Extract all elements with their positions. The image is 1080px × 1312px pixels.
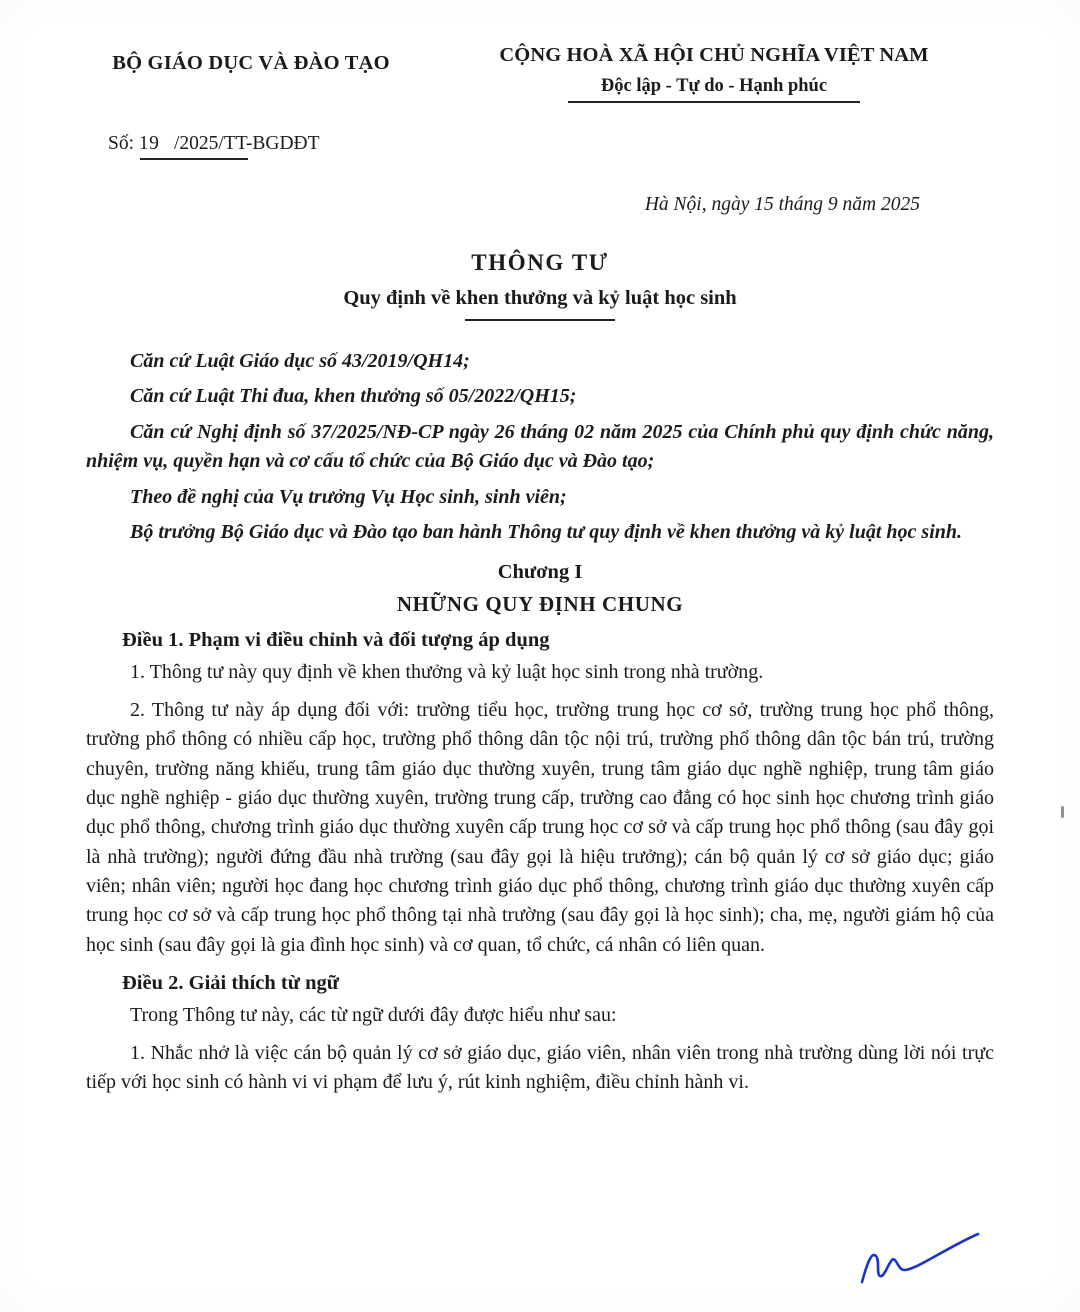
document-type: THÔNG TƯ [471,250,609,275]
article-2-heading: Điều 2. Giải thích từ ngữ [122,972,340,995]
preamble-line: Căn cứ Luật Giáo dục số 43/2019/QH14; [130,350,470,372]
chapter-title: NHỮNG QUY ĐỊNH CHUNG [396,592,684,617]
article-1-paragraph-1: 1. Thông tư này quy định về khen thưởng và kỷ luật học sinh trong nhà trường. [130,661,764,684]
preamble-line: Căn cứ Luật Thi đua, khen thưởng số 05/2022/QH15; [130,385,577,408]
title-block [86,250,994,321]
article-2-paragraph-1: Trong Thông tư này, các từ ngữ dưới đây được hiểu như sau: [130,1004,617,1027]
document-number-value: 19 [138,133,160,154]
header-left-column [86,44,416,75]
preamble-line: Bộ trưởng Bộ Giáo dục và Đào tạo ban hành Thông tư quy định về khen thưởng và kỷ luật học sinh. [130,520,963,543]
document-title: Quy định về khen thưởng và kỷ luật học sinh [343,287,737,309]
document-body [86,347,994,1097]
place-and-date: Hà Nội, ngày 15 tháng 9 năm 2025 [644,194,920,215]
page-edge-mark [1061,806,1064,818]
document-header [86,44,994,103]
nation-motto: Độc lập - Tự do - Hạnh phúc [600,76,828,96]
document-number-suffix: /2025/TT-BGDĐT [174,133,320,154]
nation-name: CỘNG HOÀ XÃ HỘI CHỦ NGHĨA VIỆT NAM [499,44,929,66]
chapter-label: Chương I [497,561,583,584]
document-number-label: Số: [108,133,135,154]
preamble-line: Căn cứ Nghị định số 37/2025/NĐ-CP ngày 26 tháng 02 năm 2025 của Chính phủ quy định chức năng, nhiệm vụ, quyền hạn và cơ cấu tổ chức của Bộ Giáo dục và Đào tạo; [86,420,994,473]
preamble-line: Theo đề nghị của Vụ trưởng Vụ Học sinh, sinh viên; [130,485,567,508]
motto-underline [568,101,860,103]
header-right-column [434,44,994,103]
preamble-block [86,347,994,547]
place-date-row [86,160,994,216]
title-underline [465,319,615,321]
ministry-name: BỘ GIÁO DỤC VÀ ĐÀO TẠO [112,52,390,74]
article-1-paragraph-2: 2. Thông tư này áp dụng đối với: trường tiểu học, trường trung học cơ sở, trường trung học phổ thông, trường phổ thông có nhiều cấp học, trường phổ thông dân tộc nội trú, trường phổ thông dân tộc bán trú, trường chuyên, trường năng khiếu, trung tâm giáo dục thường xuyên, trung tâm giáo dục nghề nghiệp, trung tâm giáo dục nghề nghiệp - giáo dục thường xuyên, trường trung cấp, trường cao đẳng có học sinh học chương trình giáo dục phổ thông, chương trình giáo dục thường xuyên cấp trung học cơ sở và cấp trung học phổ thông (sau đây gọi là nhà trường); người đứng đầu nhà trường (sau đây gọi là hiệu trưởng); cán bộ quản lý cơ sở giáo dục; giáo viên; nhân viên; người học đang học chương trình giáo dục phổ thông, chương trình giáo dục thường xuyên cấp trung học cơ sở và cấp trung học phổ thông tại nhà trường (sau đây gọi là học sinh); cha, mẹ, người giám hộ của học sinh (sau đây gọi là gia đình học sinh) và cơ quan, tổ chức, cá nhân có liên quan. [86,698,994,956]
document-number [86,133,994,160]
article-2-paragraph-2: 1. Nhắc nhở là việc cán bộ quản lý cơ sở giáo dục, giáo viên, nhân viên trong nhà trường dùng lời nói trực tiếp với học sinh có hành vi vi phạm để lưu ý, rút kinh nghiệm, điều chỉnh hành vi. [86,1041,994,1094]
article-1-heading: Điều 1. Phạm vi điều chỉnh và đối tượng áp dụng [122,629,550,652]
